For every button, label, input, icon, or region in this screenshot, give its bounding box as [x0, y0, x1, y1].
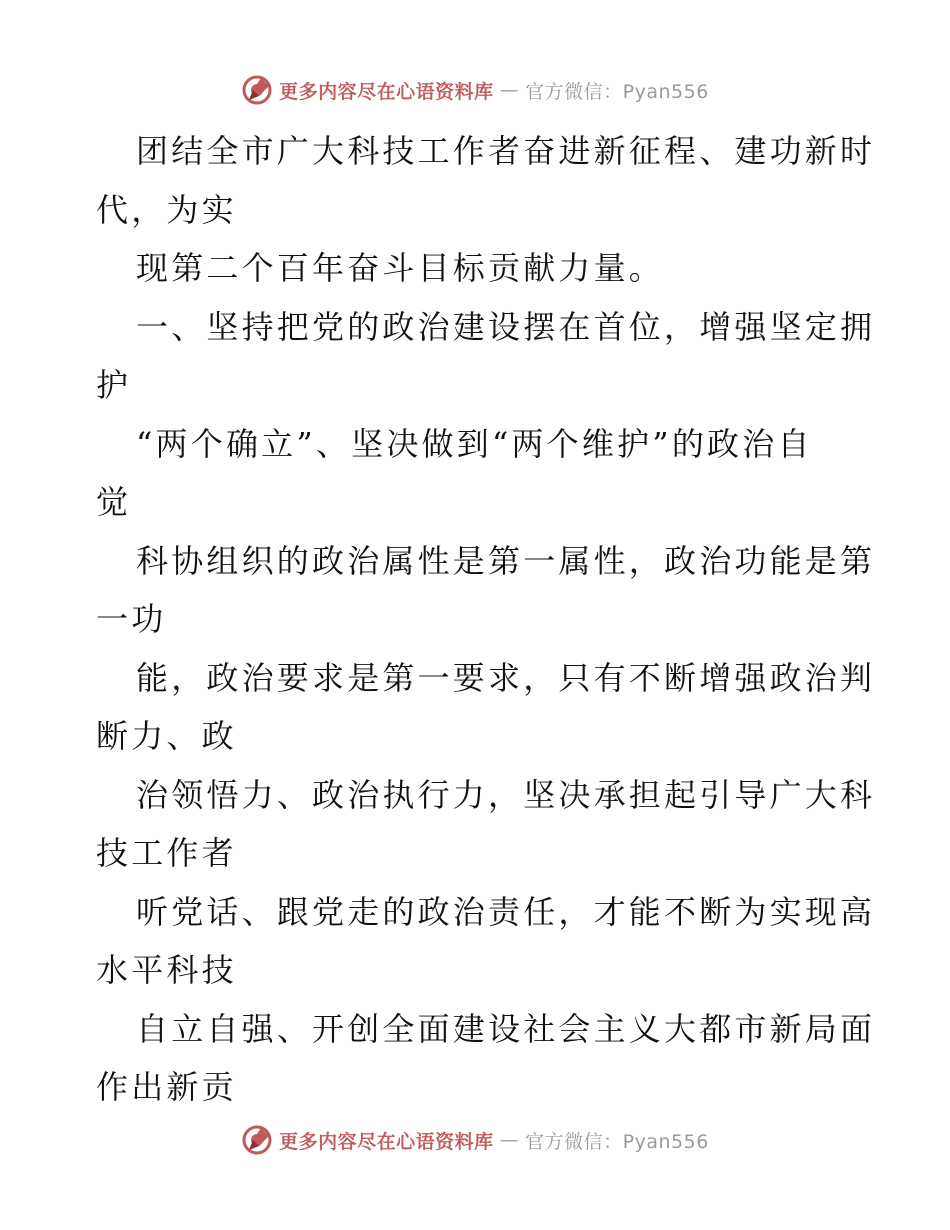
- text-line: 技工作者: [96, 834, 237, 872]
- text-line: 断力、政: [96, 717, 237, 755]
- watermark-separator: —: [499, 1129, 520, 1151]
- text-line: 治领悟力、政治执行力，坚决承担起引导广大科: [136, 775, 876, 814]
- watermark-separator: —: [499, 79, 520, 101]
- text-line: 代，为实: [96, 190, 237, 229]
- watermark-text: 更多内容尽在心语资料库: [279, 80, 494, 103]
- text-line: 自立自强、开创全面建设社会主义大都市新局面: [136, 1009, 876, 1048]
- watermark-wechat: 官方微信：Pyan556: [525, 80, 709, 103]
- text-line: 水平科技: [96, 951, 237, 989]
- text-line: 科协组织的政治属性是第一属性，政治功能是第: [136, 541, 876, 580]
- document-body: [96, 122, 876, 1117]
- text-line: 听党话、跟党走的政治责任，才能不断为实现高: [136, 892, 876, 931]
- watermark-wechat: 官方微信：Pyan556: [525, 1130, 709, 1153]
- watermark-text: 更多内容尽在心语资料库: [279, 1130, 494, 1153]
- text-line: 护: [96, 366, 132, 404]
- text-line: 一功: [96, 600, 167, 638]
- text-line: 能，政治要求是第一要求，只有不断增强政治判: [136, 658, 876, 697]
- text-line: “两个确立”、坚决做到“两个维护”的政治自: [136, 424, 813, 463]
- header-watermark: [0, 70, 950, 110]
- text-line: 作出新贡: [96, 1068, 237, 1106]
- pen-logo-icon: [241, 74, 273, 106]
- pen-logo-icon: [241, 1124, 273, 1156]
- text-line: 一、坚持把党的政治建设摆在首位，增强坚定拥: [136, 307, 876, 346]
- footer-watermark: [0, 1120, 950, 1160]
- text-line: 觉: [96, 483, 132, 521]
- text-line: 现第二个百年奋斗目标贡献力量。: [136, 249, 665, 287]
- text-line: 团结全市广大科技工作者奋进新征程、建功新时: [136, 132, 876, 170]
